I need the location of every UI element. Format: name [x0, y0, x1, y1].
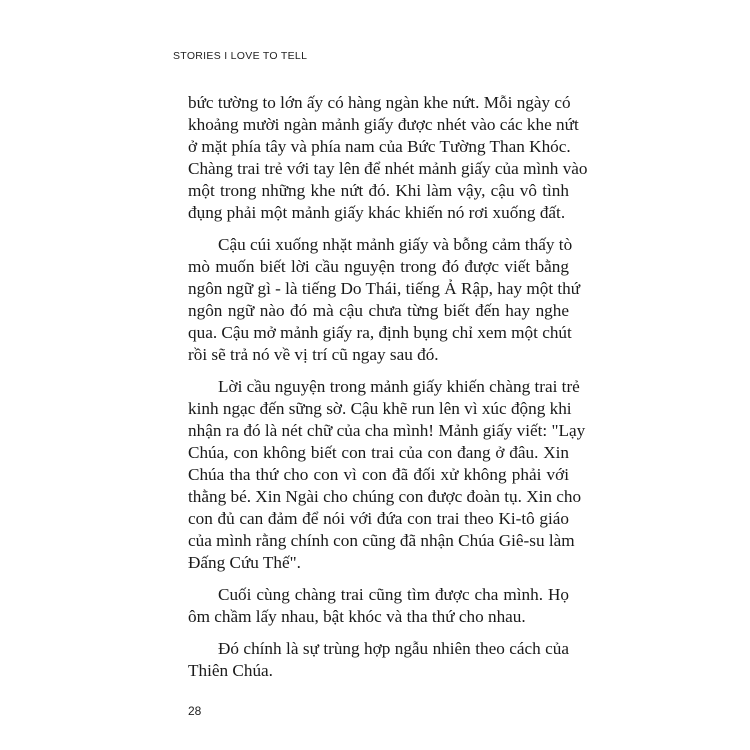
text-line: ôm chầm lấy nhau, bật khóc và tha thứ cho nhau.: [188, 607, 526, 626]
text-line: Đó chính là sự trùng hợp ngẫu nhiên theo cách của: [218, 639, 569, 658]
text-line: Đấng Cứu Thế".: [188, 553, 301, 572]
paragraph: [188, 234, 581, 366]
text-line: khoảng mười ngàn mảnh giấy được nhét vào các khe nứt: [188, 115, 579, 134]
text-line: con đủ can đảm để nói với đứa con trai theo Ki-tô giáo: [188, 509, 569, 528]
text-line: bức tường to lớn ấy có hàng ngàn khe nứt. Mỗi ngày có: [188, 93, 571, 112]
paragraph: [188, 584, 569, 628]
text-line: Chúa, con không biết con trai của con đang ở đâu. Xin: [188, 443, 569, 462]
text-line: Chúa tha thứ cho con vì con đã đối xử không phải với: [188, 465, 569, 484]
text-line: rồi sẽ trả nó về vị trí cũ ngay sau đó.: [188, 345, 439, 364]
running-head: STORIES I LOVE TO TELL: [173, 50, 308, 62]
text-line: Cuối cùng chàng trai cũng tìm được cha mình. Họ: [218, 585, 569, 604]
text-line: nhận ra đó là nét chữ của cha mình! Mảnh giấy viết: "Lạy: [188, 421, 586, 440]
paragraph: [188, 92, 588, 224]
page-number: 28: [188, 704, 202, 718]
text-line: Lời cầu nguyện trong mảnh giấy khiến chàng trai trẻ: [218, 377, 580, 396]
paragraph: [188, 638, 569, 682]
text-line: Chàng trai trẻ với tay lên để nhét mảnh giấy của mình vào: [188, 159, 588, 178]
text-line: Thiên Chúa.: [188, 661, 273, 680]
body-text: [188, 92, 588, 692]
text-line: qua. Cậu mở mảnh giấy ra, định bụng chỉ xem một chút: [188, 323, 572, 342]
text-line: một trong những khe nứt đó. Khi làm vậy, cậu vô tình: [188, 181, 569, 200]
text-line: ngôn ngữ nào đó mà cậu chưa từng biết đến hay nghe: [188, 301, 569, 320]
text-line: mò muốn biết lời cầu nguyện trong đó được viết bằng: [188, 257, 569, 276]
text-line: thằng bé. Xin Ngài cho chúng con được đoàn tụ. Xin cho: [188, 487, 582, 506]
text-line: kinh ngạc đến sững sờ. Cậu khẽ run lên vì xúc động khi: [188, 399, 572, 418]
text-line: của mình rằng chính con cũng đã nhận Chúa Giê-su làm: [188, 531, 575, 550]
text-line: ngôn ngữ gì - là tiếng Do Thái, tiếng Ả Rập, hay một thứ: [188, 279, 581, 298]
text-line: đụng phải một mảnh giấy khác khiến nó rơi xuống đất.: [188, 203, 566, 222]
text-line: Cậu cúi xuống nhặt mảnh giấy và bỗng cảm thấy tò: [218, 235, 573, 254]
paragraph: [188, 376, 586, 574]
text-line: ở mặt phía tây và phía nam của Bức Tường Than Khóc.: [188, 137, 571, 156]
